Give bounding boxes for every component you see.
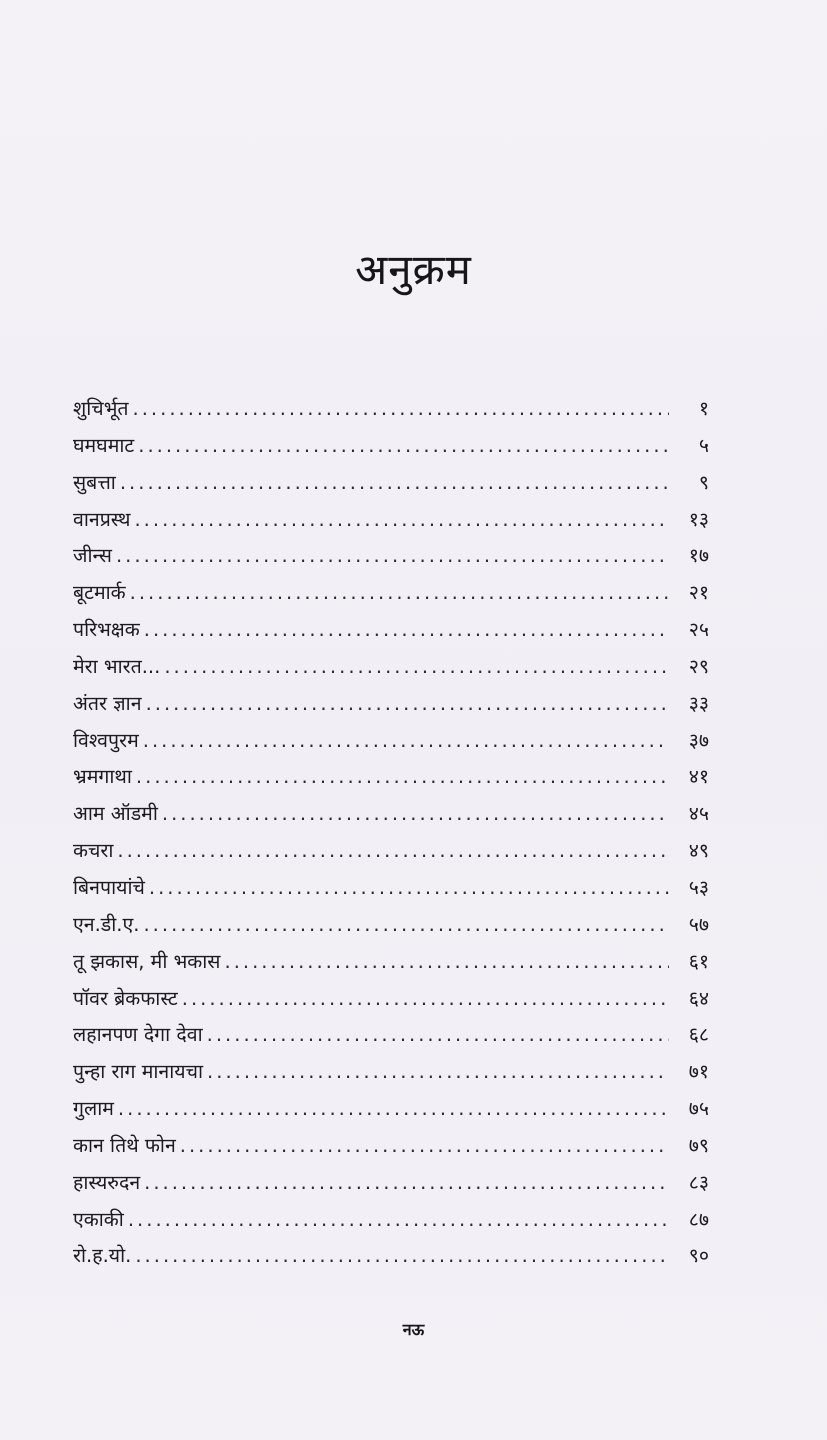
table-of-contents — [73, 395, 709, 1279]
toc-entry — [73, 506, 709, 543]
dot-leader — [120, 469, 669, 497]
toc-entry — [73, 1206, 709, 1243]
toc-entry-title: लहानपण देगा देवा — [73, 1023, 203, 1047]
toc-entry — [73, 395, 709, 432]
toc-entry-page-number: ९० — [688, 1244, 709, 1268]
dot-leader — [138, 432, 669, 460]
toc-entry — [73, 616, 709, 653]
dot-leader — [149, 874, 669, 902]
toc-entry — [73, 653, 709, 690]
dot-leader — [133, 395, 669, 423]
dot-leader — [144, 616, 669, 644]
toc-entry-page-number: १३ — [688, 507, 709, 531]
toc-entry-page-number: ८३ — [688, 1170, 709, 1194]
dot-leader — [162, 800, 669, 828]
dot-leader — [180, 1132, 669, 1160]
toc-entry-title: सुबत्ता — [73, 470, 116, 494]
toc-entry-page-number: २१ — [688, 581, 709, 605]
toc-entry-title: बूटमार्क — [73, 581, 126, 605]
dot-leader — [207, 1058, 669, 1086]
dot-leader — [116, 542, 669, 570]
toc-entry-page-number: ७१ — [688, 1060, 709, 1084]
toc-entry — [73, 579, 709, 616]
dot-leader — [143, 911, 669, 939]
toc-entry-page-number: ५७ — [688, 912, 709, 936]
toc-entry — [73, 1021, 709, 1058]
page-number-footer: नऊ — [402, 1320, 425, 1339]
toc-entry — [73, 469, 709, 506]
toc-entry-title: भ्रमगाथा — [73, 765, 132, 789]
toc-entry-page-number: २९ — [688, 654, 709, 678]
toc-entry-title: एकाकी — [73, 1207, 124, 1231]
toc-entry-title: शुचिर्भूत — [73, 397, 129, 420]
toc-entry-title: गुलाम — [73, 1097, 114, 1121]
toc-entry-page-number: ६८ — [688, 1023, 709, 1047]
toc-entry-page-number: ४५ — [688, 802, 709, 826]
toc-entry — [73, 985, 709, 1022]
page-title: अनुक्रम — [355, 245, 472, 295]
toc-entry — [73, 1242, 709, 1279]
dot-leader — [143, 727, 669, 755]
toc-entry-page-number: ७५ — [688, 1097, 709, 1121]
toc-entry-page-number: ५ — [698, 433, 709, 457]
toc-entry-page-number: ६४ — [688, 986, 709, 1010]
toc-entry-title: मेरा भारत... — [73, 654, 161, 678]
dot-leader — [207, 1021, 669, 1049]
toc-entry-title: परिभक्षक — [73, 618, 140, 642]
dot-leader — [136, 763, 669, 791]
toc-entry — [73, 727, 709, 764]
toc-entry-title: कचरा — [73, 839, 114, 863]
toc-entry-title: विश्वपुरम — [73, 728, 139, 752]
toc-entry — [73, 874, 709, 911]
toc-entry-page-number: ३३ — [688, 691, 709, 715]
dot-leader — [144, 1169, 669, 1197]
dot-leader — [182, 985, 669, 1013]
dot-leader — [146, 690, 669, 718]
toc-entry — [73, 1095, 709, 1132]
toc-entry-title: अंतर ज्ञान — [73, 691, 142, 715]
toc-entry — [73, 690, 709, 727]
toc-entry-title: घमघमाट — [73, 433, 135, 457]
toc-entry-title: जीन्स — [73, 544, 112, 568]
toc-entry — [73, 837, 709, 874]
toc-entry-title: हास्यरुदन — [73, 1170, 141, 1194]
toc-entry-page-number: ७९ — [688, 1133, 709, 1157]
dot-leader — [130, 579, 669, 607]
toc-entry-page-number: ८७ — [688, 1207, 709, 1231]
dot-leader — [225, 948, 670, 976]
toc-entry-title: तू झकास, मी भकास — [73, 949, 221, 973]
dot-leader — [128, 1206, 669, 1234]
toc-entry — [73, 763, 709, 800]
toc-entry-page-number: ४१ — [688, 765, 709, 789]
dot-leader — [117, 837, 669, 865]
toc-entry — [73, 911, 709, 948]
dot-leader — [118, 1095, 669, 1123]
toc-entry-title: एन.डी.ए. — [73, 912, 140, 936]
toc-entry — [73, 542, 709, 579]
toc-entry-title: आम ऑडमी — [73, 802, 158, 826]
toc-entry — [73, 948, 709, 985]
dot-leader — [134, 506, 669, 534]
toc-entry-title: कान तिथे फोन — [73, 1133, 176, 1157]
toc-entry — [73, 1132, 709, 1169]
toc-entry-page-number: २५ — [688, 618, 709, 642]
toc-entry-title: पुन्हा राग मानायचा — [73, 1060, 204, 1084]
toc-entry-page-number: ६१ — [688, 949, 709, 973]
toc-entry — [73, 800, 709, 837]
toc-entry-title: पॉवर ब्रेकफास्ट — [73, 986, 178, 1010]
dot-leader — [164, 653, 669, 681]
toc-entry-title: बिनपायांचे — [73, 875, 145, 899]
toc-entry — [73, 1058, 709, 1095]
toc-entry-title: वानप्रस्थ — [73, 507, 131, 531]
toc-entry-page-number: १ — [698, 397, 709, 420]
toc-entry — [73, 1169, 709, 1206]
toc-entry-title: रो.ह.यो. — [73, 1244, 132, 1268]
toc-entry-page-number: ४९ — [688, 839, 709, 863]
dot-leader — [135, 1242, 669, 1270]
toc-entry-page-number: १७ — [688, 544, 709, 568]
toc-entry-page-number: ५३ — [688, 875, 709, 899]
toc-entry-page-number: ९ — [698, 470, 709, 494]
toc-entry-page-number: ३७ — [688, 728, 709, 752]
toc-entry — [73, 432, 709, 469]
